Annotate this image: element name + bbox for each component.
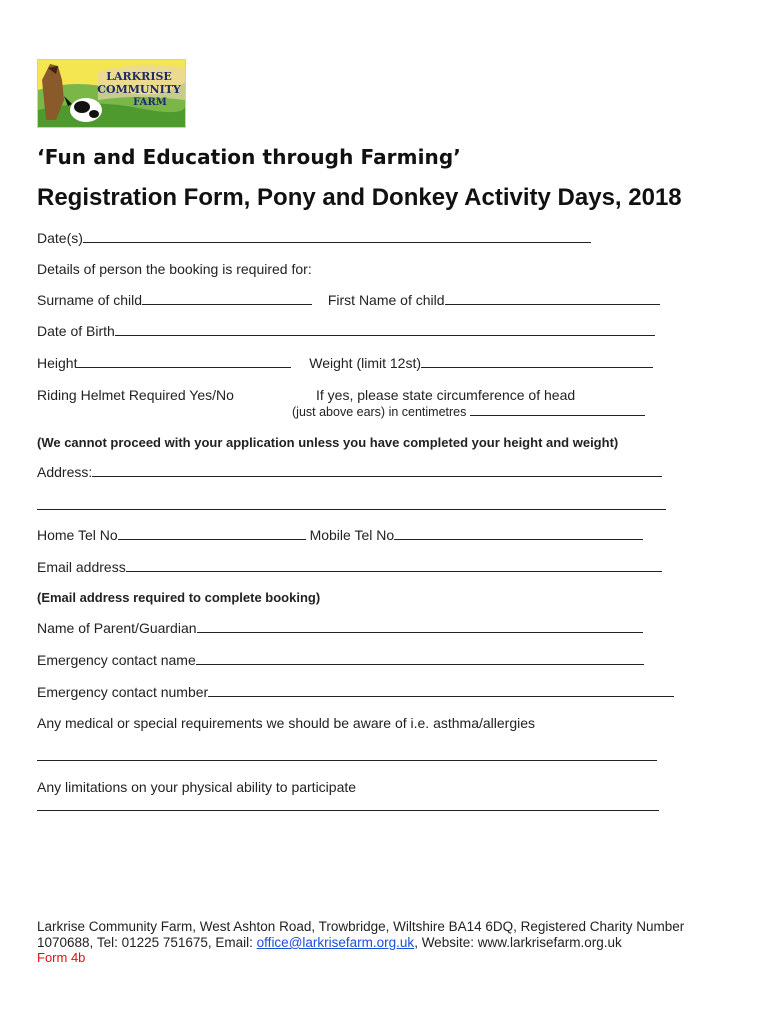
first-name-label: First Name of child [327, 292, 445, 308]
dates-field[interactable] [83, 230, 591, 243]
dob-row [37, 323, 655, 339]
phone-row [37, 527, 643, 543]
limitations-row [37, 798, 659, 814]
address-field-1[interactable] [92, 464, 662, 477]
footer-address [37, 919, 737, 951]
parent-label: Name of Parent/Guardian [37, 620, 197, 636]
email-note: (Email address required to complete booking) [37, 590, 321, 605]
emergency-number-field[interactable] [208, 684, 674, 697]
weight-field[interactable] [421, 355, 653, 368]
email-row [37, 559, 662, 575]
helmet-row [37, 387, 234, 403]
logo-line-1: LARKRISE [106, 70, 172, 83]
mobile-tel-field[interactable] [394, 527, 643, 540]
height-field[interactable] [77, 355, 291, 368]
address-label: Address: [37, 464, 93, 480]
logo-line-2: COMMUNITY [97, 83, 181, 96]
slogan: ‘Fun and Education through Farming’ [37, 145, 461, 169]
emergency-name-label: Emergency contact name [37, 652, 196, 668]
height-label: Height [37, 355, 78, 371]
footer-email-link[interactable]: office@larkrisefarm.org.uk [256, 935, 415, 950]
footer-text-2: , Website: www.larkrisefarm.org.uk [414, 935, 622, 950]
parent-row [37, 620, 643, 636]
page-title: Registration Form, Pony and Donkey Activity Days, 2018 [37, 184, 682, 211]
name-row [37, 292, 660, 308]
medical-label: Any medical or special requirements we should be aware of i.e. asthma/allergies [37, 715, 536, 731]
details-intro: Details of person the booking is required for: [37, 261, 312, 277]
form-number: Form 4b [37, 950, 86, 965]
weight-label: Weight (limit 12st) [309, 355, 422, 371]
farm-logo [37, 59, 186, 128]
email-label: Email address [37, 559, 126, 575]
limitations-field[interactable] [37, 798, 659, 811]
dob-label: Date of Birth [37, 323, 115, 339]
first-name-field[interactable] [445, 292, 660, 305]
home-tel-label: Home Tel No [37, 527, 118, 543]
address-field-2[interactable] [37, 497, 666, 510]
home-tel-field[interactable] [118, 527, 306, 540]
head-circ-note: (just above ears) in centimetres [292, 405, 467, 419]
mobile-tel-label: Mobile Tel No [309, 527, 395, 543]
emergency-number-label: Emergency contact number [37, 684, 209, 700]
logo-text [96, 70, 182, 109]
dates-label: Date(s) [37, 230, 83, 246]
helmet-label: Riding Helmet Required Yes/No [37, 387, 234, 403]
head-circ-field[interactable] [470, 405, 645, 416]
dates-row [37, 230, 591, 246]
head-circ-label: If yes, please state circumference of head [316, 387, 576, 403]
footer-text-1: Larkrise Community Farm, West Ashton Road, Trowbridge, Wiltshire BA14 6DQ, Registered Charity Number 1070688, Tel: 01225 751675, Email: [37, 919, 685, 950]
surname-field[interactable] [142, 292, 312, 305]
email-field[interactable] [126, 559, 662, 572]
limitations-label: Any limitations on your physical ability to participate [37, 779, 357, 795]
emergency-number-row [37, 684, 674, 700]
address-row-2 [37, 497, 666, 513]
address-row [37, 464, 662, 480]
emergency-name-field[interactable] [196, 652, 644, 665]
medical-row [37, 748, 657, 764]
height-weight-row [37, 355, 653, 371]
height-weight-warning: (We cannot proceed with your application unless you have completed your height and weight) [37, 435, 619, 450]
medical-field[interactable] [37, 748, 657, 761]
logo-line-3: FARM [133, 97, 167, 108]
dob-field[interactable] [115, 323, 655, 336]
parent-field[interactable] [197, 620, 643, 633]
emergency-name-row [37, 652, 644, 668]
head-circ-row [292, 405, 645, 419]
surname-label: Surname of child [37, 292, 143, 308]
